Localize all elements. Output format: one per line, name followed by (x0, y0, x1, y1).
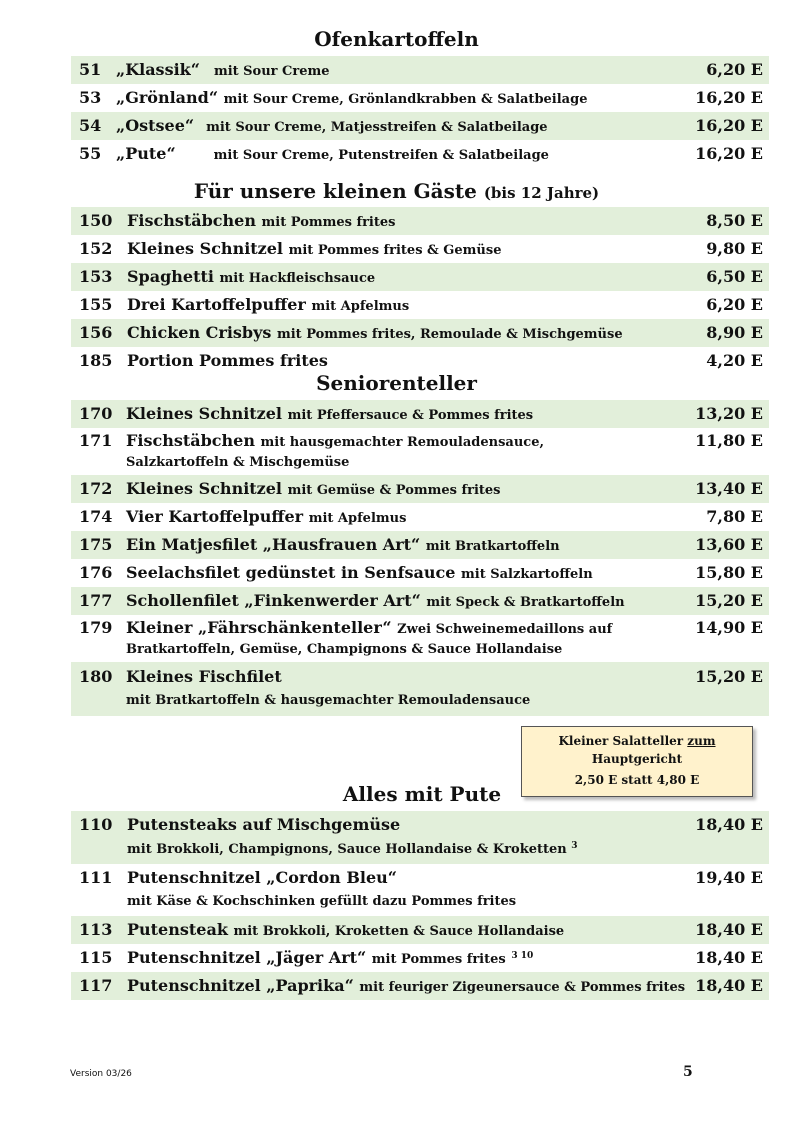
section-subtitle: (bis 12 Jahre) (483, 184, 600, 202)
item-price: 7,80 E (706, 507, 763, 526)
item-name: Putensteak mit Brokkoli, Kroketten & Sauce Hollandaise (127, 920, 565, 939)
menu-item (71, 531, 769, 559)
item-number: 152 (79, 239, 113, 258)
menu-item (71, 944, 769, 972)
menu-item (71, 864, 769, 916)
item-name: Schollenfilet „Finkenwerder Art“ mit Speck & Bratkartoffeln (126, 591, 625, 610)
menu-item (71, 916, 769, 944)
item-description: mit Bratkartoffeln (425, 539, 560, 554)
item-price: 16,20 E (695, 88, 763, 107)
item-description-cont: Bratkartoffeln, Gemüse, Champignons & Sauce Hollandaise (126, 642, 563, 657)
salad-offer-line1: Kleiner Salatteller zum (558, 734, 716, 748)
item-number: 150 (79, 211, 113, 230)
menu-item (71, 615, 769, 662)
item-name: Putensteaks auf Mischgemüse (127, 815, 401, 834)
menu-item (71, 811, 769, 864)
item-price: 15,20 E (695, 667, 763, 686)
item-name: Spaghetti mit Hackfleischsauce (127, 267, 376, 286)
item-name: Putenschnitzel „Jäger Art“ mit Pommes frites $^{3 10}$ (127, 948, 534, 967)
item-description: mit Pommes frites & Gemüse (288, 243, 502, 258)
item-description: mit Sour Creme (213, 64, 330, 79)
menu-item (71, 662, 769, 716)
allergen-note: 3 (571, 841, 578, 851)
menu-item (71, 475, 769, 503)
item-name: „Grönland“ mit Sour Creme, Grönlandkrabben & Salatbeilage (116, 88, 588, 107)
item-number: 179 (79, 618, 113, 637)
item-price: 14,90 E (695, 618, 763, 637)
menu-item (71, 587, 769, 615)
menu-item (71, 319, 769, 347)
item-number: 54 (79, 116, 102, 135)
item-number: 111 (79, 868, 113, 887)
item-name: Chicken Crisbys mit Pommes frites, Remoulade & Mischgemüse (127, 323, 623, 342)
item-number: 180 (79, 667, 113, 686)
item-name: Kleines Schnitzel mit Gemüse & Pommes frites (126, 479, 501, 498)
item-description: mit Sour Creme, Matjesstreifen & Salatbeilage (206, 120, 548, 135)
item-number: 53 (79, 88, 102, 107)
menu-item (71, 84, 769, 112)
section-title-senioren: Seniorenteller (316, 371, 477, 395)
menu-item (71, 400, 769, 428)
item-number: 115 (79, 948, 113, 967)
item-description: mit Speck & Bratkartoffeln (426, 595, 625, 610)
item-number: 117 (79, 976, 113, 995)
item-name: Fischstäbchen mit Pommes frites (127, 211, 396, 230)
menu-item (71, 503, 769, 531)
item-number: 113 (79, 920, 113, 939)
item-description: mit Pommes frites (261, 215, 396, 230)
menu-item (71, 207, 769, 235)
section-title-kinder: Für unsere kleinen Gäste (bis 12 Jahre) (193, 179, 600, 203)
item-name: Drei Kartoffelpuffer mit Apfelmus (127, 295, 410, 314)
item-description: mit Salzkartoffeln (461, 567, 593, 582)
item-description-cont: mit Käse & Kochschinken gefüllt dazu Pommes frites (127, 894, 517, 909)
item-number: 174 (79, 507, 113, 526)
item-description: mit Pommes frites (371, 952, 506, 967)
item-price: 8,50 E (706, 211, 763, 230)
menu-table-pute (71, 811, 769, 1000)
item-name: Kleines Schnitzel mit Pfeffersauce & Pommes frites (126, 404, 534, 423)
salad-offer-price: 2,50 E statt 4,80 E (574, 773, 700, 787)
item-number: 170 (79, 404, 113, 423)
item-description: mit Brokkoli, Kroketten & Sauce Hollandaise (233, 924, 565, 939)
item-name: „Ostsee“ mit Sour Creme, Matjesstreifen & Salatbeilage (116, 116, 548, 135)
menu-item (71, 140, 769, 168)
item-price: 13,20 E (695, 404, 763, 423)
item-description: mit feuriger Zigeunersauce & Pommes frites (359, 980, 686, 995)
item-name: Fischstäbchen mit hausgemachter Remouladensauce, (126, 431, 545, 450)
item-description: mit Gemüse & Pommes frites (287, 483, 501, 498)
item-price: 9,80 E (706, 239, 763, 258)
item-number: 172 (79, 479, 113, 498)
item-price: 16,20 E (695, 116, 763, 135)
item-price: 6,20 E (706, 295, 763, 314)
item-name: Vier Kartoffelpuffer mit Apfelmus (126, 507, 407, 526)
item-name: Kleines Fischfilet (126, 667, 282, 686)
menu-item (71, 428, 769, 475)
item-description-cont: mit Bratkartoffeln & hausgemachter Remouladensauce (126, 693, 531, 708)
item-description: mit Sour Creme, Putenstreifen & Salatbeilage (213, 148, 549, 163)
item-price: 15,80 E (695, 563, 763, 582)
menu-table-kinder (71, 207, 769, 371)
item-price: 16,20 E (695, 144, 763, 163)
item-price: 19,40 E (695, 868, 763, 887)
menu-item (71, 235, 769, 263)
item-description: mit Pfeffersauce & Pommes frites (287, 408, 534, 423)
item-number: 185 (79, 351, 113, 370)
item-number: 175 (79, 535, 113, 554)
menu-item (71, 559, 769, 587)
item-description: mit Apfelmus (308, 511, 407, 526)
item-price: 4,20 E (706, 351, 763, 370)
section-title-ofenkartoffeln: Ofenkartoffeln (314, 27, 479, 51)
item-description-cont: Salzkartoffeln & Mischgemüse (126, 455, 350, 470)
item-description: mit Sour Creme, Grönlandkrabben & Salatbeilage (223, 92, 588, 107)
item-number: 156 (79, 323, 113, 342)
item-description: mit Hackfleischsauce (219, 271, 376, 286)
item-number: 51 (79, 60, 102, 79)
menu-item (71, 112, 769, 140)
item-name: Putenschnitzel „Paprika“ mit feuriger Zigeunersauce & Pommes frites (127, 976, 686, 995)
salad-offer-line2: Hauptgericht (591, 752, 683, 766)
item-description: mit Pommes frites, Remoulade & Mischgemüse (276, 327, 623, 342)
item-price: 18,40 E (695, 948, 763, 967)
section-title-pute: Alles mit Pute (342, 782, 502, 806)
menu-item (71, 347, 769, 371)
item-number: 153 (79, 267, 113, 286)
item-price: 18,40 E (695, 815, 763, 834)
menu-table-ofenkartoffeln (71, 56, 769, 168)
version-label: Version 03/26 (70, 1069, 132, 1079)
item-description: Zwei Schweinemedaillons auf (397, 622, 613, 637)
item-name: Seelachsfilet gedünstet in Senfsauce mit Salzkartoffeln (126, 563, 593, 582)
item-name: Ein Matjesfilet „Hausfrauen Art“ mit Bratkartoffeln (126, 535, 560, 554)
item-number: 176 (79, 563, 113, 582)
item-price: 15,20 E (695, 591, 763, 610)
item-name: Kleiner „Fährschänkenteller“ Zwei Schweinemedaillons auf (126, 618, 613, 637)
item-price: 11,80 E (695, 431, 763, 450)
menu-item (71, 56, 769, 84)
item-description: mit hausgemachter Remouladensauce, (260, 435, 545, 450)
item-price: 8,90 E (706, 323, 763, 342)
menu-item (71, 291, 769, 319)
item-price: 18,40 E (695, 976, 763, 995)
item-name: Portion Pommes frites (127, 351, 328, 370)
menu-table-senioren (71, 400, 769, 716)
item-number: 177 (79, 591, 113, 610)
item-number: 155 (79, 295, 113, 314)
page-number: 5 (683, 1064, 693, 1080)
menu-item (71, 263, 769, 291)
item-number: 171 (79, 431, 113, 450)
item-number: 110 (79, 815, 113, 834)
item-description: mit Apfelmus (311, 299, 410, 314)
item-price: 13,60 E (695, 535, 763, 554)
allergen-note: 3 10 (511, 951, 534, 961)
item-description-cont: mit Brokkoli, Champignons, Sauce Hollandaise & Kroketten $^3$ (127, 841, 578, 857)
item-name: Putenschnitzel „Cordon Bleu“ (127, 868, 397, 887)
menu-item (71, 972, 769, 1000)
item-price: 13,40 E (695, 479, 763, 498)
item-name: „Pute“ mit Sour Creme, Putenstreifen & Salatbeilage (116, 144, 549, 163)
item-price: 18,40 E (695, 920, 763, 939)
item-price: 6,20 E (706, 60, 763, 79)
item-name: „Klassik“ mit Sour Creme (116, 60, 330, 79)
item-price: 6,50 E (706, 267, 763, 286)
item-number: 55 (79, 144, 102, 163)
item-name: Kleines Schnitzel mit Pommes frites & Gemüse (127, 239, 502, 258)
